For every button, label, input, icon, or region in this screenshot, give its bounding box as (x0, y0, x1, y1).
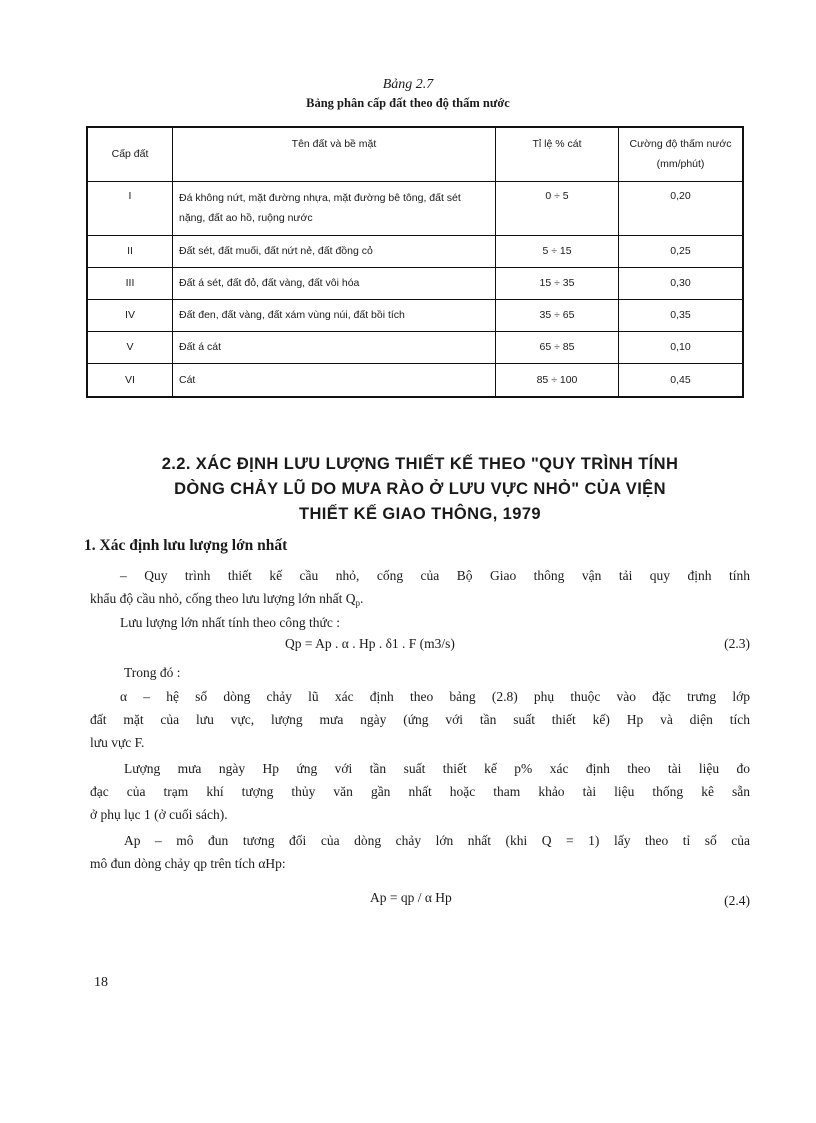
section-heading-line-2: DÒNG CHẢY LŨ DO MƯA RÀO Ở LƯU VỰC NHỎ" CỦA VIỆN (174, 480, 666, 498)
soil-permeability-table (86, 126, 744, 398)
table-cell: Đất á cát (173, 331, 496, 363)
table-cell: Cát (173, 363, 496, 397)
paragraph-6-line-1: Ap – mô đun tương đối của dòng chảy lớn nhất (khi Q = 1) lấy theo tỉ số của (124, 833, 750, 848)
table-cell: 0,20 (619, 181, 744, 235)
table-row (87, 331, 743, 363)
table-cell: IV (87, 299, 173, 331)
table-row (87, 363, 743, 397)
table-cell: 0,35 (619, 299, 744, 331)
header-cell: Tỉ lệ % cát (496, 127, 619, 181)
paragraph-4-line-2: đất mặt của lưu vực, lượng mưa ngày (ứng với tần suất thiết kế) Hp và diện tích (90, 712, 750, 727)
section-heading-line-3: THIẾT KẾ GIAO THÔNG, 1979 (299, 505, 541, 523)
paragraph-6-line-2: mô đun dòng chảy qp trên tích αHp: (90, 856, 286, 871)
paragraph-5-line-2: đạc của trạm khí tượng thủy văn gần nhất hoặc tham khảo tài liệu thống kê sẵn (90, 784, 750, 799)
page-number: 18 (94, 975, 108, 990)
header-cell: Tên đất và bề mặt (173, 127, 496, 181)
equation-2-3-text: Qp = Ap . α . Hp . δ1 . F (m3/s) (285, 636, 455, 651)
table-cell: II (87, 235, 173, 267)
header-cell: Cấp đất (87, 127, 173, 181)
table-row (87, 235, 743, 267)
table-cell: 35 ÷ 65 (496, 299, 619, 331)
table-cell: III (87, 267, 173, 299)
table-cell: 65 ÷ 85 (496, 331, 619, 363)
table-caption-label: Bảng 2.7 (382, 77, 434, 92)
table-cell: I (87, 181, 173, 235)
table-cell: 0,30 (619, 267, 744, 299)
paragraph-5-line-3: ở phụ lục 1 (ở cuối sách). (90, 807, 228, 822)
equation-2-4-number: (2.4) (724, 893, 750, 908)
paragraph-3: Trong đó : (124, 665, 181, 680)
table-cell: 5 ÷ 15 (496, 235, 619, 267)
paragraph-4-line-1: α – hệ số dòng chảy lũ xác định theo bảng (2.8) phụ thuộc vào đặc trưng lớp (120, 689, 750, 704)
paragraph-4-line-3: lưu vực F. (90, 735, 145, 750)
table-cell: Đất đen, đất vàng, đất xám vùng núi, đất bồi tích (173, 299, 496, 331)
table-cell: V (87, 331, 173, 363)
table-cell: 15 ÷ 35 (496, 267, 619, 299)
table-cell: Đá không nứt, mặt đường nhựa, mặt đường bê tông, đất sét nặng, đất ao hồ, ruộng nước (173, 181, 496, 235)
table-cell: 85 ÷ 100 (496, 363, 619, 397)
equation-2-4: Ap = qp / α Hp (370, 890, 452, 905)
paragraph-1-line-1: – Quy trình thiết kế cầu nhỏ, cống của Bộ Giao thông vận tải quy định tính (120, 568, 750, 583)
table-cell: Đất á sét, đất đỏ, đất vàng, đất vôi hóa (173, 267, 496, 299)
table-header-row (87, 127, 743, 181)
table-caption-title: Bảng phân cấp đất theo độ thấm nước (306, 96, 510, 110)
paragraph-2: Lưu lượng lớn nhất tính theo công thức : (120, 615, 340, 630)
table-row (87, 181, 743, 235)
header-cell: Cường độ thấm nước (mm/phút) (619, 127, 744, 181)
section-heading-line-1: 2.2. XÁC ĐỊNH LƯU LƯỢNG THIẾT KẾ THEO "QUY TRÌNH TÍNH (161, 455, 679, 473)
paragraph-5-line-1: Lượng mưa ngày Hp ứng với tần suất thiết kế p% xác định theo tài liệu đo (124, 761, 750, 776)
table-cell: Đất sét, đất muối, đất nứt nẻ, đất đồng cỏ (173, 235, 496, 267)
table-cell: 0 ÷ 5 (496, 181, 619, 235)
table-row (87, 299, 743, 331)
table-cell: 0,45 (619, 363, 744, 397)
table-cell: VI (87, 363, 173, 397)
subsection-heading: 1. Xác định lưu lượng lớn nhất (84, 537, 288, 554)
paragraph-1-line-2: khẩu độ cầu nhỏ, cống theo lưu lượng lớn nhất $Q_p$. (90, 591, 364, 608)
equation-2-3-number: (2.3) (724, 636, 750, 651)
table-row (87, 267, 743, 299)
table-cell: 0,25 (619, 235, 744, 267)
equation-2-3 (285, 636, 455, 652)
table-cell: 0,10 (619, 331, 744, 363)
